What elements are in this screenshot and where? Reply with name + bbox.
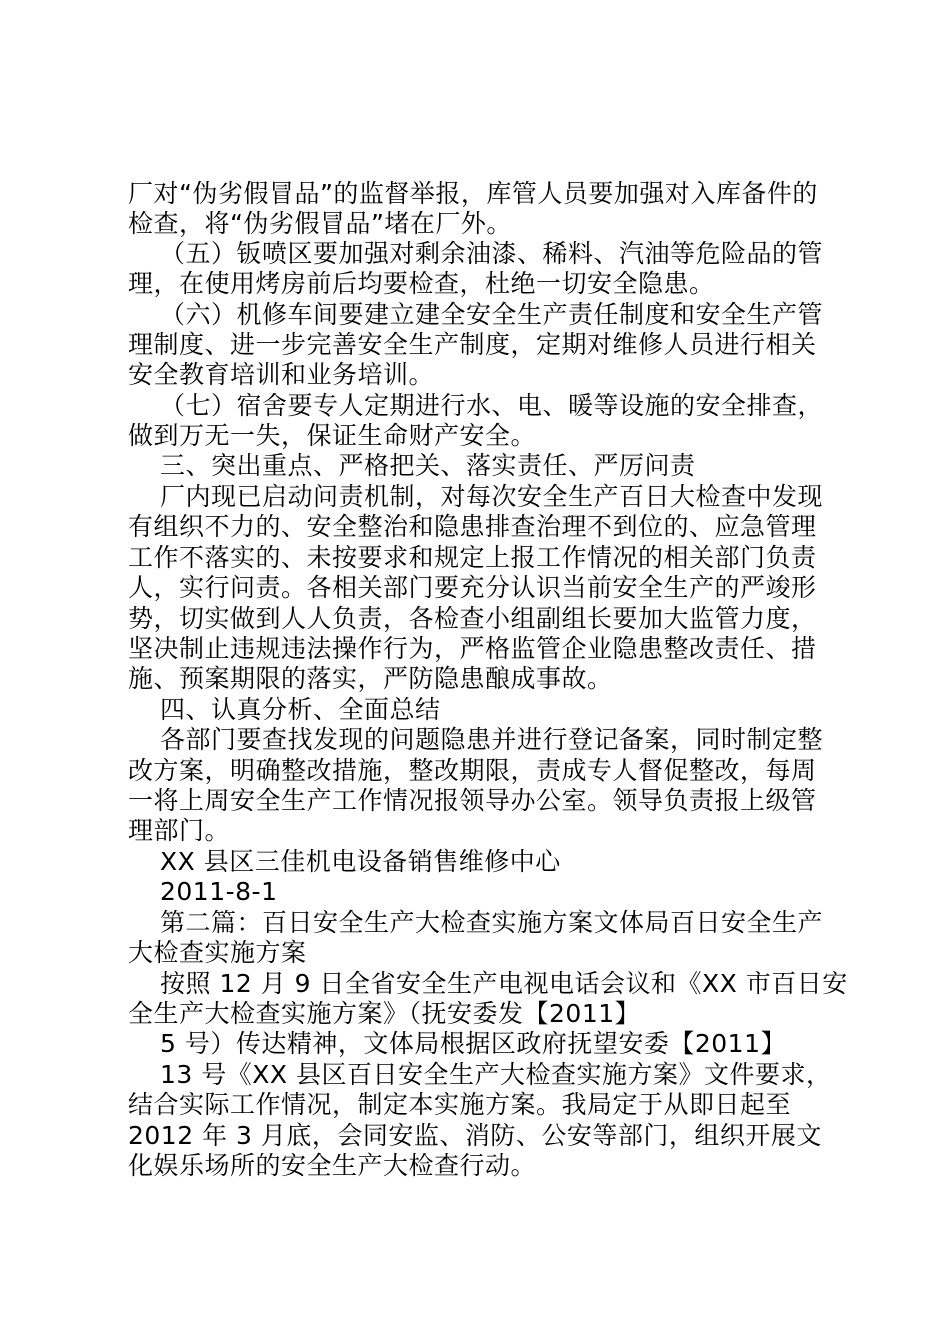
text-line: 化娱乐场所的安全生产大检查行动。 [128,1151,537,1180]
text-line: （七）宿舍要专人定期进行水、电、暖等设施的安全排查， [160,391,824,420]
chapter-heading: 第二篇：百日安全生产大检查实施方案文体局百日安全生产 [160,908,824,937]
document-date: 2011-8-1 [160,877,278,906]
text-line: 做到万无一失，保证生命财产安全。 [128,421,537,450]
text-line: 厂内现已启动问责机制，对每次安全生产百日大检查中发现 [160,482,824,511]
text-line: （五）钣喷区要加强对剩余油漆、稀料、汽油等危险品的管 [160,239,824,268]
text-line: 各部门要查找发现的问题隐患并进行登记备案，同时制定整 [160,725,824,754]
text-line: （六）机修车间要建立建全安全生产责任制度和安全生产管 [160,300,824,329]
text-line: 一将上周安全生产工作情况报领导办公室。领导负责报上级管 [128,786,817,815]
text-line: 5 号）传达精神，文体局根据区政府抚望安委【2011】 [160,1029,786,1058]
text-line: 改方案，明确整改措施，整改期限，责成专人督促整改，每周 [128,756,817,785]
organization-name: XX 县区三佳机电设备销售维修中心 [160,847,561,876]
text-line: 理部门。 [128,816,231,845]
chapter-heading: 大检查实施方案 [128,938,307,967]
text-line: 安全教育培训和业务培训。 [128,360,435,389]
section-heading: 三、突出重点、严格把关、落实责任、严厉问责 [160,451,696,480]
text-line: 人，实行问责。各相关部门要充分认识当前安全生产的严竣形 [128,573,817,602]
text-line: 按照 12 月 9 日全省安全生产电视电话会议和《XX 市百日安 [160,969,848,998]
text-line: 势，切实做到人人负责，各检查小组副组长要加大监管力度， [128,604,817,633]
text-line: 理，在使用烤房前后均要检查，杜绝一切安全隐患。 [128,269,715,298]
text-line: 厂对“伪劣假冒品”的监督举报，库管人员要加强对入库备件的 [128,179,818,208]
text-line: 工作不落实的、未按要求和规定上报工作情况的相关部门负责 [128,543,817,572]
text-line: 理制度、进一步完善安全生产制度，定期对维修人员进行相关 [128,330,817,359]
text-line: 13 号《XX 县区百日安全生产大检查实施方案》文件要求， [160,1060,832,1089]
text-line: 有组织不力的、安全整治和隐患排查治理不到位的、应急管理 [128,512,817,541]
text-line: 检查，将“伪劣假冒品”堵在厂外。 [128,209,512,238]
section-heading: 四、认真分析、全面总结 [160,695,441,724]
text-line: 坚决制止违规违法操作行为，严格监管企业隐患整改责任、措 [128,634,817,663]
text-line: 全生产大检查实施方案》（抚安委发【2011】 [128,999,641,1028]
text-line: 施、预案期限的落实，严防隐患酿成事故。 [128,664,613,693]
text-line: 结合实际工作情况，制定本实施方案。我局定于从即日起至 [128,1090,792,1119]
text-line: 2012 年 3 月底，会同安监、消防、公安等部门，组织开展文 [128,1121,822,1150]
